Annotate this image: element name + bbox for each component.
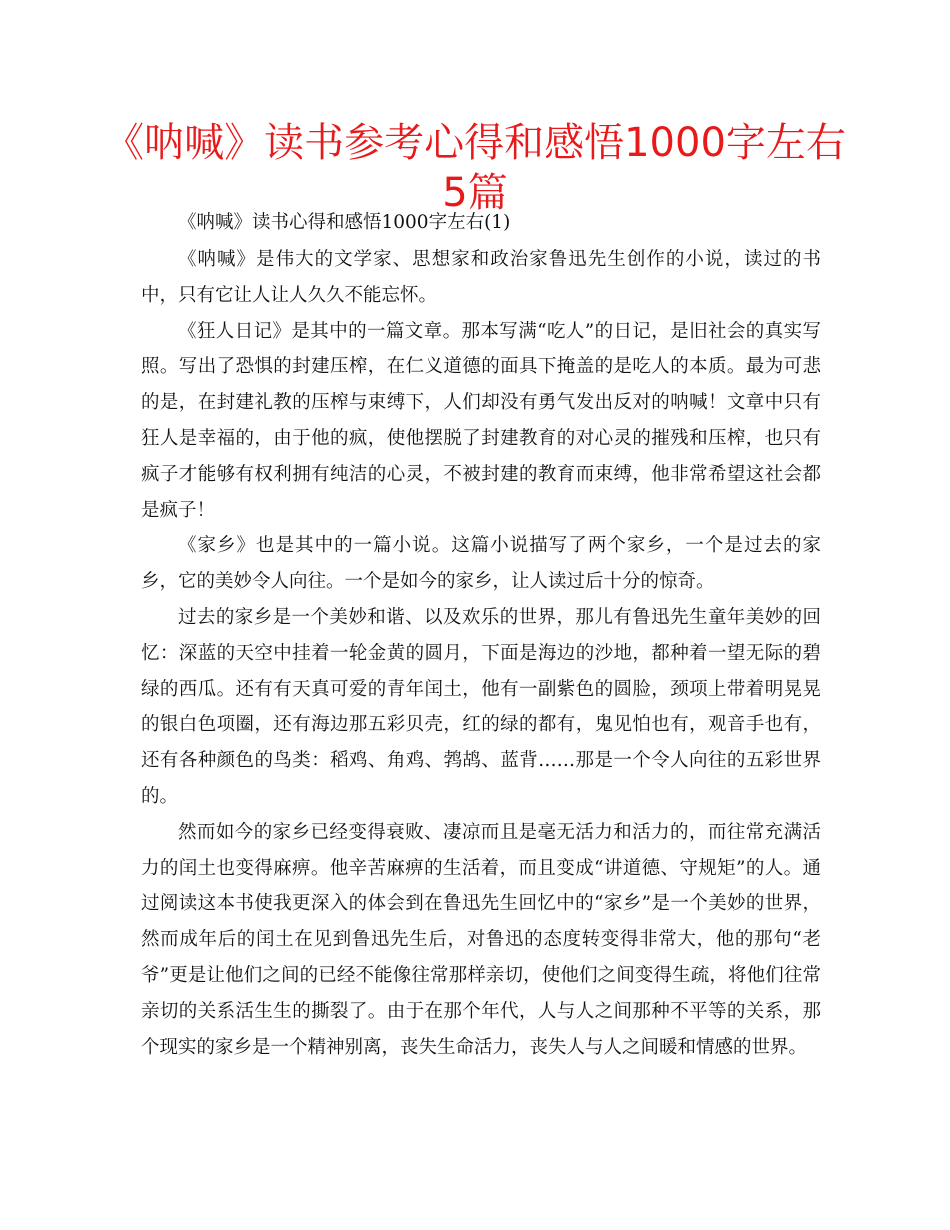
paragraph: 《狂人日记》是其中的一篇文章。那本写满“吃人”的日记，是旧社会的真实写照。写出了恐惧的封建压榨，在仁义道德的面具下掩盖的是吃人的本质。最为可悲的是，在封建礼教的压榨与束缚下，人们却没有勇气发出反对的呐喊！文章中只有狂人是幸福的，由于他的疯，使他摆脱了封建教育的对心灵的摧残和压榨，也只有疯子才能够有权利拥有纯洁的心灵，不被封建的教育而束缚，他非常希望这社会都是疯子！ bbox=[141, 320, 821, 521]
document-body bbox=[141, 208, 821, 1065]
document-title: 《呐喊》读书参考心得和感悟1000字左右5篇 bbox=[104, 120, 846, 216]
paragraph: 然而如今的家乡已经变得衰败、凄凉而且是毫无活力和活力的，而往常充满活力的闰土也变得麻痹。他辛苦麻痹的生活着，而且变成“讲道德、守规矩”的人。通过阅读这本书使我更深入的体会到在鲁迅先生回忆中的“家乡”是一个美妙的世界，然而成年后的闰土在见到鲁迅先生后，对鲁迅的态度转变得非常大，他的那句“老爷”更是让他们之间的已经不能像往常那样亲切，使他们之间变得生疏，将他们往常亲切的关系活生生的撕裂了。由于在那个年代，人与人之间那种不平等的关系，那个现实的家乡是一个精神别离，丧失生命活力，丧失人与人之间暖和情感的世界。 bbox=[141, 821, 821, 1058]
paragraph: 《家乡》也是其中的一篇小说。这篇小说描写了两个家乡，一个是过去的家乡，它的美妙令人向往。一个是如今的家乡，让人读过后十分的惊奇。 bbox=[141, 535, 821, 593]
section-subtitle: 《呐喊》读书心得和感悟1000字左右(1) bbox=[178, 212, 511, 233]
paragraph: 过去的家乡是一个美妙和谐、以及欢乐的世界，那儿有鲁迅先生童年美妙的回忆：深蓝的天空中挂着一轮金黄的圆月，下面是海边的沙地，都种着一望无际的碧绿的西瓜。还有有天真可爱的青年闰土，他有一副紫色的圆脸，颈项上带着明晃晃的银白色项圈，还有海边那五彩贝壳，红的绿的都有，鬼见怕也有，观音手也有，还有各种颜色的鸟类：稻鸡、角鸡、鹁鸪、蓝背……那是一个令人向往的五彩世界的。 bbox=[141, 606, 821, 807]
paragraph: 《呐喊》是伟大的文学家、思想家和政治家鲁迅先生创作的小说，读过的书中，只有它让人让人久久不能忘怀。 bbox=[141, 249, 821, 306]
